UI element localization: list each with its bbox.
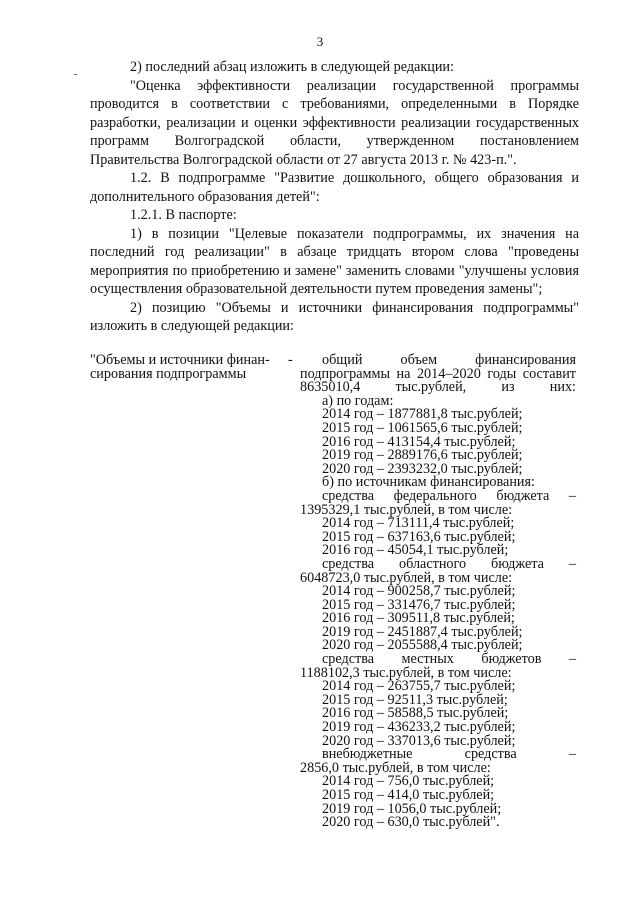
year-row: 2020 год – 2393232,0 тыс.рублей; — [322, 460, 523, 477]
regional-year-row: 2014 год – 900258,7 тыс.рублей; — [322, 583, 516, 600]
year-row: 2019 год – 2889176,6 тыс.рублей; — [322, 447, 523, 464]
regional-year-row: 2016 год – 309511,8 тыс.рублей; — [322, 610, 515, 627]
regional-word: областного — [398, 555, 467, 572]
local-word: местных — [401, 651, 454, 668]
regional-word: – — [568, 555, 576, 572]
regional-word: бюджета — [491, 555, 544, 572]
funding-table-content — [300, 354, 576, 830]
offbudget-year-row: 2014 год – 756,0 тыс.рублей; — [322, 773, 495, 790]
page-number: 3 — [316, 34, 324, 49]
federal-year-row: 2014 год – 713111,4 тыс.рублей; — [322, 515, 515, 532]
regional-word: средства — [322, 555, 375, 572]
offbudget-word: – — [568, 746, 576, 763]
regional-year-row: 2020 год – 2055588,4 тыс.рублей; — [322, 637, 523, 654]
local-word: средства — [322, 651, 375, 668]
year-row: 2015 год – 1061565,6 тыс.рублей; — [322, 419, 523, 436]
local-year-row: 2014 год – 263755,7 тыс.рублей; — [322, 678, 516, 695]
funding-total-intro: общий объем финансирования подпрограммы на 2014–2020 годы составит 8635010,4 тыс.рублей, из них: — [300, 352, 576, 396]
paragraph-target-indicators: 1) в позиции "Целевые показатели подпрограммы, их значения на последний год реализации" в абзаце тридцать втором слова "проведены мероприятия по приобретению и замене" заменить словами "улучшены условия осуществления образовательной деятельности путем проведения замены"; — [90, 225, 579, 297]
by-sources-label: б) по источникам финансирования: — [322, 474, 535, 491]
year-row: 2016 год – 413154,4 тыс.рублей; — [322, 433, 516, 450]
regional-year-row: 2019 год – 2451887,4 тыс.рублей; — [322, 623, 523, 640]
local-word: – — [568, 651, 576, 668]
local-year-row: 2019 год – 436233,2 тыс.рублей; — [322, 719, 516, 736]
local-word: бюджетов — [481, 651, 542, 668]
local-year-row: 2015 год – 92511,3 тыс.рублей; — [322, 691, 508, 708]
offbudget-total: 2856,0 тыс.рублей, в том числе: — [300, 759, 491, 776]
federal-word: бюджета — [496, 487, 550, 504]
federal-word: – — [568, 487, 576, 504]
paragraph-evaluation-quote: "Оценка эффективности реализации государственной программы проводится в соответствии с требованиями, определенными в Порядке разработки, реализации и оценки эффективности реализации государственных программ Волгоградской области, утвержденном постановлением Правительства Волгоградской области от 27 августа 2013 г. № 423-п.". — [90, 77, 579, 168]
federal-year-row: 2015 год – 637163,6 тыс.рублей; — [322, 528, 516, 545]
paragraph-last-abzac: 2) последний абзац изложить в следующей редакции: — [130, 59, 454, 75]
offbudget-word: внебюджетные — [322, 746, 413, 763]
local-total: 1188102,3 тыс.рублей, в том числе: — [300, 664, 512, 681]
offbudget-year-row: 2015 год – 414,0 тыс.рублей; — [322, 787, 495, 803]
by-years-label: а) по годам: — [322, 392, 394, 409]
regional-year-row: 2015 год – 331476,7 тыс.рублей; — [322, 596, 516, 613]
paragraph-subprogram: 1.2. В подпрограмме "Развитие дошкольного, общего образования и дополнительного образования детей": — [90, 170, 579, 205]
year-row: 2014 год – 1877881,8 тыс.рублей; — [322, 406, 523, 423]
local-year-row: 2016 год – 58588,5 тыс.рублей; — [322, 705, 509, 722]
document-body — [90, 58, 579, 336]
paragraph-funding-position: 2) позицию "Объемы и источники финансирования подпрограммы" изложить в следующей редакции: — [90, 299, 579, 334]
offbudget-word: средства — [464, 746, 517, 763]
paragraph-passport: 1.2.1. В паспорте: — [130, 207, 237, 223]
funding-table-dash: - — [288, 352, 293, 368]
federal-word: средства — [322, 487, 375, 504]
funding-table-label: "Объемы и источники финан-сирования подпрограммы — [90, 352, 270, 382]
offbudget-year-row: 2020 год – 630,0 тыс.рублей". — [322, 814, 500, 831]
regional-total: 6048723,0 тыс.рублей, в том числе: — [300, 569, 513, 586]
offbudget-year-row: 2019 год – 1056,0 тыс.рублей; — [322, 800, 502, 817]
local-year-row: 2020 год – 337013,6 тыс.рублей; — [322, 732, 516, 749]
federal-word: федерального — [393, 487, 477, 504]
scan-mark — [74, 74, 77, 75]
federal-total: 1395329,1 тыс.рублей, в том числе: — [300, 501, 513, 518]
federal-year-row: 2016 год – 45054,1 тыс.рублей; — [322, 542, 509, 559]
